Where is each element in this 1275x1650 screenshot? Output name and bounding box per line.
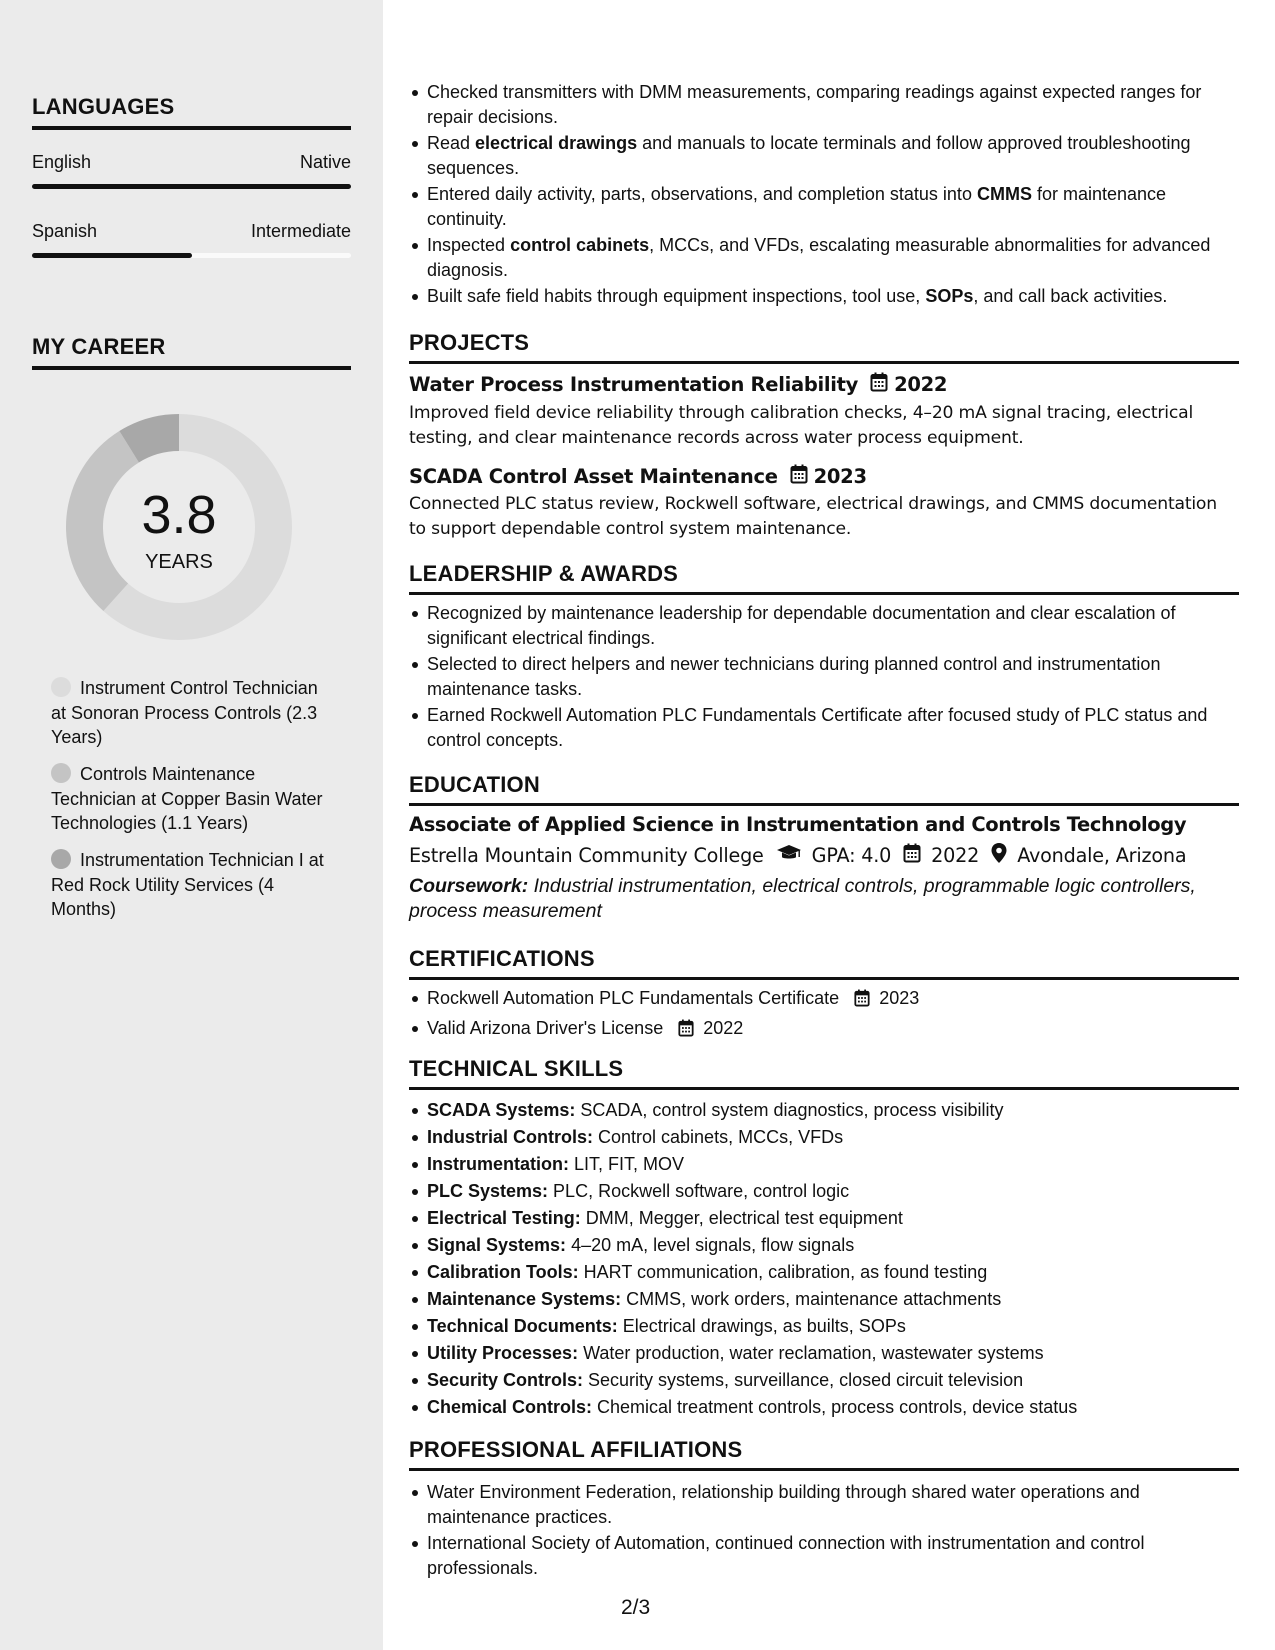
- education-degree: Associate of Applied Science in Instrumentation and Controls Technology: [409, 813, 1187, 836]
- skill-item: [409, 1179, 1239, 1204]
- skill-value: Water production, water reclamation, wastewater systems: [578, 1343, 1044, 1363]
- language-proficiency-bar: [32, 184, 351, 189]
- page-number: 2/3: [621, 1596, 651, 1619]
- project-year: 2022: [894, 373, 948, 396]
- certification-year: 2023: [879, 988, 920, 1008]
- languages-heading: LANGUAGES: [32, 94, 351, 130]
- skill-value: Control cabinets, MCCs, VFDs: [593, 1127, 844, 1147]
- skill-label: Chemical Controls:: [427, 1397, 593, 1417]
- skill-label: Signal Systems:: [427, 1235, 567, 1255]
- bullet-text: for maintenance continuity.: [427, 184, 1167, 229]
- skill-label: Calibration Tools:: [427, 1262, 579, 1282]
- skill-label: Electrical Testing:: [427, 1208, 581, 1228]
- skill-value: Electrical drawings, as builts, SOPs: [617, 1316, 906, 1336]
- project-title-row: [409, 464, 1239, 489]
- certification-name: Rockwell Automation PLC Fundamentals Certificate: [427, 988, 840, 1008]
- skill-label: PLC Systems:: [427, 1181, 549, 1201]
- coursework-label: Coursework:: [409, 875, 529, 897]
- language-name: Spanish: [32, 221, 98, 241]
- sidebar: [0, 0, 383, 1650]
- skill-value: LIT, FIT, MOV: [569, 1154, 685, 1174]
- skill-value: Chemical treatment controls, process controls, device status: [592, 1397, 1078, 1417]
- education-coursework: [409, 874, 1239, 923]
- main-content: [409, 0, 1239, 1650]
- bullet-text: Read: [427, 133, 476, 153]
- skill-item: [409, 1341, 1239, 1366]
- skill-item: [409, 1206, 1239, 1231]
- projects-heading: PROJECTS: [409, 330, 1239, 364]
- project-title-row: [409, 372, 1239, 397]
- certifications-heading: CERTIFICATIONS: [409, 946, 1239, 980]
- skill-label: Utility Processes:: [427, 1343, 579, 1363]
- skill-label: Instrumentation:: [427, 1154, 569, 1174]
- bullet-text: and manuals to locate terminals and follow approved troubleshooting sequences.: [427, 133, 1191, 178]
- skill-item: [409, 1098, 1239, 1123]
- skill-label: Industrial Controls:: [427, 1127, 593, 1147]
- language-proficiency-fill: [32, 184, 351, 189]
- career-years-label: YEARS: [145, 551, 213, 573]
- career-item: [51, 676, 331, 750]
- skill-value: Security systems, surveillance, closed circuit television: [583, 1370, 1024, 1390]
- bullet-bold: CMMS: [976, 184, 1032, 204]
- education-gpa: GPA: 4.0: [811, 844, 892, 867]
- bullet-text: Checked transmitters with DMM measurements, comparing readings against expected ranges for repair decisions.: [427, 82, 1202, 127]
- skill-value: CMMS, work orders, maintenance attachments: [621, 1289, 1002, 1309]
- bullet-bold: SOPs: [925, 286, 974, 306]
- education-year: 2022: [931, 844, 980, 867]
- bullet-text: , MCCs, and VFDs, escalating measurable abnormalities for advanced diagnosis.: [427, 235, 1211, 280]
- career-heading: MY CAREER: [32, 334, 351, 370]
- list-item: [409, 182, 1239, 231]
- skill-label: Maintenance Systems:: [427, 1289, 622, 1309]
- certification-name: Valid Arizona Driver's License: [427, 1017, 664, 1038]
- affiliations-list: [409, 1480, 1239, 1582]
- language-proficiency-fill: [32, 253, 192, 258]
- language-level: Native: [299, 152, 351, 172]
- career-item-text: Controls Maintenance Technician at Copper Basin Water Technologies (1.1 Years): [51, 764, 323, 833]
- list-item: Earned Rockwell Automation PLC Fundamentals Certificate after focused study of PLC status and control concepts.: [409, 703, 1239, 752]
- career-donut-chart: [66, 414, 292, 640]
- affiliations-heading: PROFESSIONAL AFFILIATIONS: [409, 1437, 1239, 1471]
- certifications-list: [409, 986, 1239, 1045]
- education-school: Estrella Mountain Community College: [409, 844, 764, 867]
- skill-label: Security Controls:: [427, 1370, 584, 1390]
- project-description: Connected PLC status review, Rockwell software, electrical drawings, and CMMS documentation to support dependable control system maintenance.: [409, 494, 1217, 539]
- education-location: Avondale, Arizona: [1017, 844, 1187, 867]
- skill-value: 4–20 mA, level signals, flow signals: [566, 1235, 855, 1255]
- skill-label: SCADA Systems:: [427, 1100, 576, 1120]
- certification-year: 2022: [703, 1017, 744, 1038]
- skills-heading: TECHNICAL SKILLS: [409, 1056, 1239, 1090]
- list-item: International Society of Automation, continued connection with instrumentation and control professionals.: [409, 1531, 1239, 1580]
- coursework-text: Industrial instrumentation, electrical controls, programmable logic controllers, process measurement: [409, 875, 1196, 922]
- skill-item: [409, 1260, 1239, 1285]
- list-item: [409, 80, 1239, 129]
- list-item: Selected to direct helpers and newer technicians during planned control and instrumentation maintenance tasks.: [409, 652, 1239, 701]
- list-item: [409, 131, 1239, 180]
- skill-item: [409, 1125, 1239, 1150]
- project-year: 2023: [813, 465, 867, 488]
- calendar-icon: [903, 843, 921, 868]
- language-proficiency-bar: [32, 253, 351, 258]
- skill-item: [409, 1395, 1239, 1420]
- bullet-text: , and call back activities.: [973, 286, 1168, 306]
- leadership-list: [409, 601, 1239, 754]
- education-heading: EDUCATION: [409, 772, 1239, 806]
- skill-value: PLC, Rockwell software, control logic: [548, 1181, 850, 1201]
- career-dot: [51, 677, 71, 697]
- career-item: [51, 762, 331, 836]
- skill-item: [409, 1314, 1239, 1339]
- career-total-years: 3.8: [141, 485, 217, 545]
- list-item: [409, 284, 1239, 309]
- bullet-text: Built safe field habits through equipment inspections, tool use,: [427, 286, 926, 306]
- language-row: [32, 221, 351, 242]
- skill-item: [409, 1368, 1239, 1393]
- list-item: [409, 986, 1239, 1014]
- calendar-icon: [790, 464, 808, 489]
- career-item-text: Instrumentation Technician I at Red Rock Utility Services (4 Months): [51, 850, 324, 919]
- bullet-bold: electrical drawings: [475, 133, 638, 153]
- project-description: Improved field device reliability through calibration checks, 4–20 mA signal tracing, electrical testing, and clear maintenance records across water process equipment.: [409, 403, 1194, 448]
- calendar-icon: [678, 1019, 694, 1044]
- experience-bullets: [409, 80, 1239, 311]
- graduation-cap-icon: [776, 844, 802, 867]
- list-item: [409, 233, 1239, 282]
- skill-item: [409, 1152, 1239, 1177]
- skill-value: DMM, Megger, electrical test equipment: [580, 1208, 903, 1228]
- skill-value: HART communication, calibration, as found testing: [578, 1262, 988, 1282]
- map-pin-icon: [991, 843, 1007, 868]
- language-level: Intermediate: [250, 221, 351, 241]
- bullet-text: Entered daily activity, parts, observations, and completion status into: [427, 184, 977, 204]
- skills-list: [409, 1098, 1239, 1422]
- career-item-text: Instrument Control Technician at Sonoran Process Controls (2.3 Years): [51, 678, 318, 747]
- career-dot: [51, 849, 71, 869]
- career-item: [51, 848, 331, 922]
- bullet-bold: control cabinets: [510, 235, 650, 255]
- list-item: Recognized by maintenance leadership for dependable documentation and clear escalation of significant electrical findings.: [409, 601, 1239, 650]
- skill-value: SCADA, control system diagnostics, process visibility: [575, 1100, 1004, 1120]
- project-title: Water Process Instrumentation Reliability: [409, 373, 859, 396]
- project-title: SCADA Control Asset Maintenance: [409, 465, 778, 488]
- calendar-icon: [854, 989, 870, 1014]
- leadership-heading: LEADERSHIP & AWARDS: [409, 561, 1239, 595]
- language-name: English: [32, 152, 92, 172]
- career-dot: [51, 763, 71, 783]
- skill-item: [409, 1233, 1239, 1258]
- skill-item: [409, 1287, 1239, 1312]
- education-details: [409, 843, 1239, 868]
- bullet-text: Inspected: [427, 235, 511, 255]
- list-item: Water Environment Federation, relationship building through shared water operations and maintenance practices.: [409, 1480, 1239, 1529]
- list-item: [409, 1016, 1239, 1044]
- skill-label: Technical Documents:: [427, 1316, 618, 1336]
- language-row: [32, 152, 351, 173]
- calendar-icon: [870, 372, 888, 397]
